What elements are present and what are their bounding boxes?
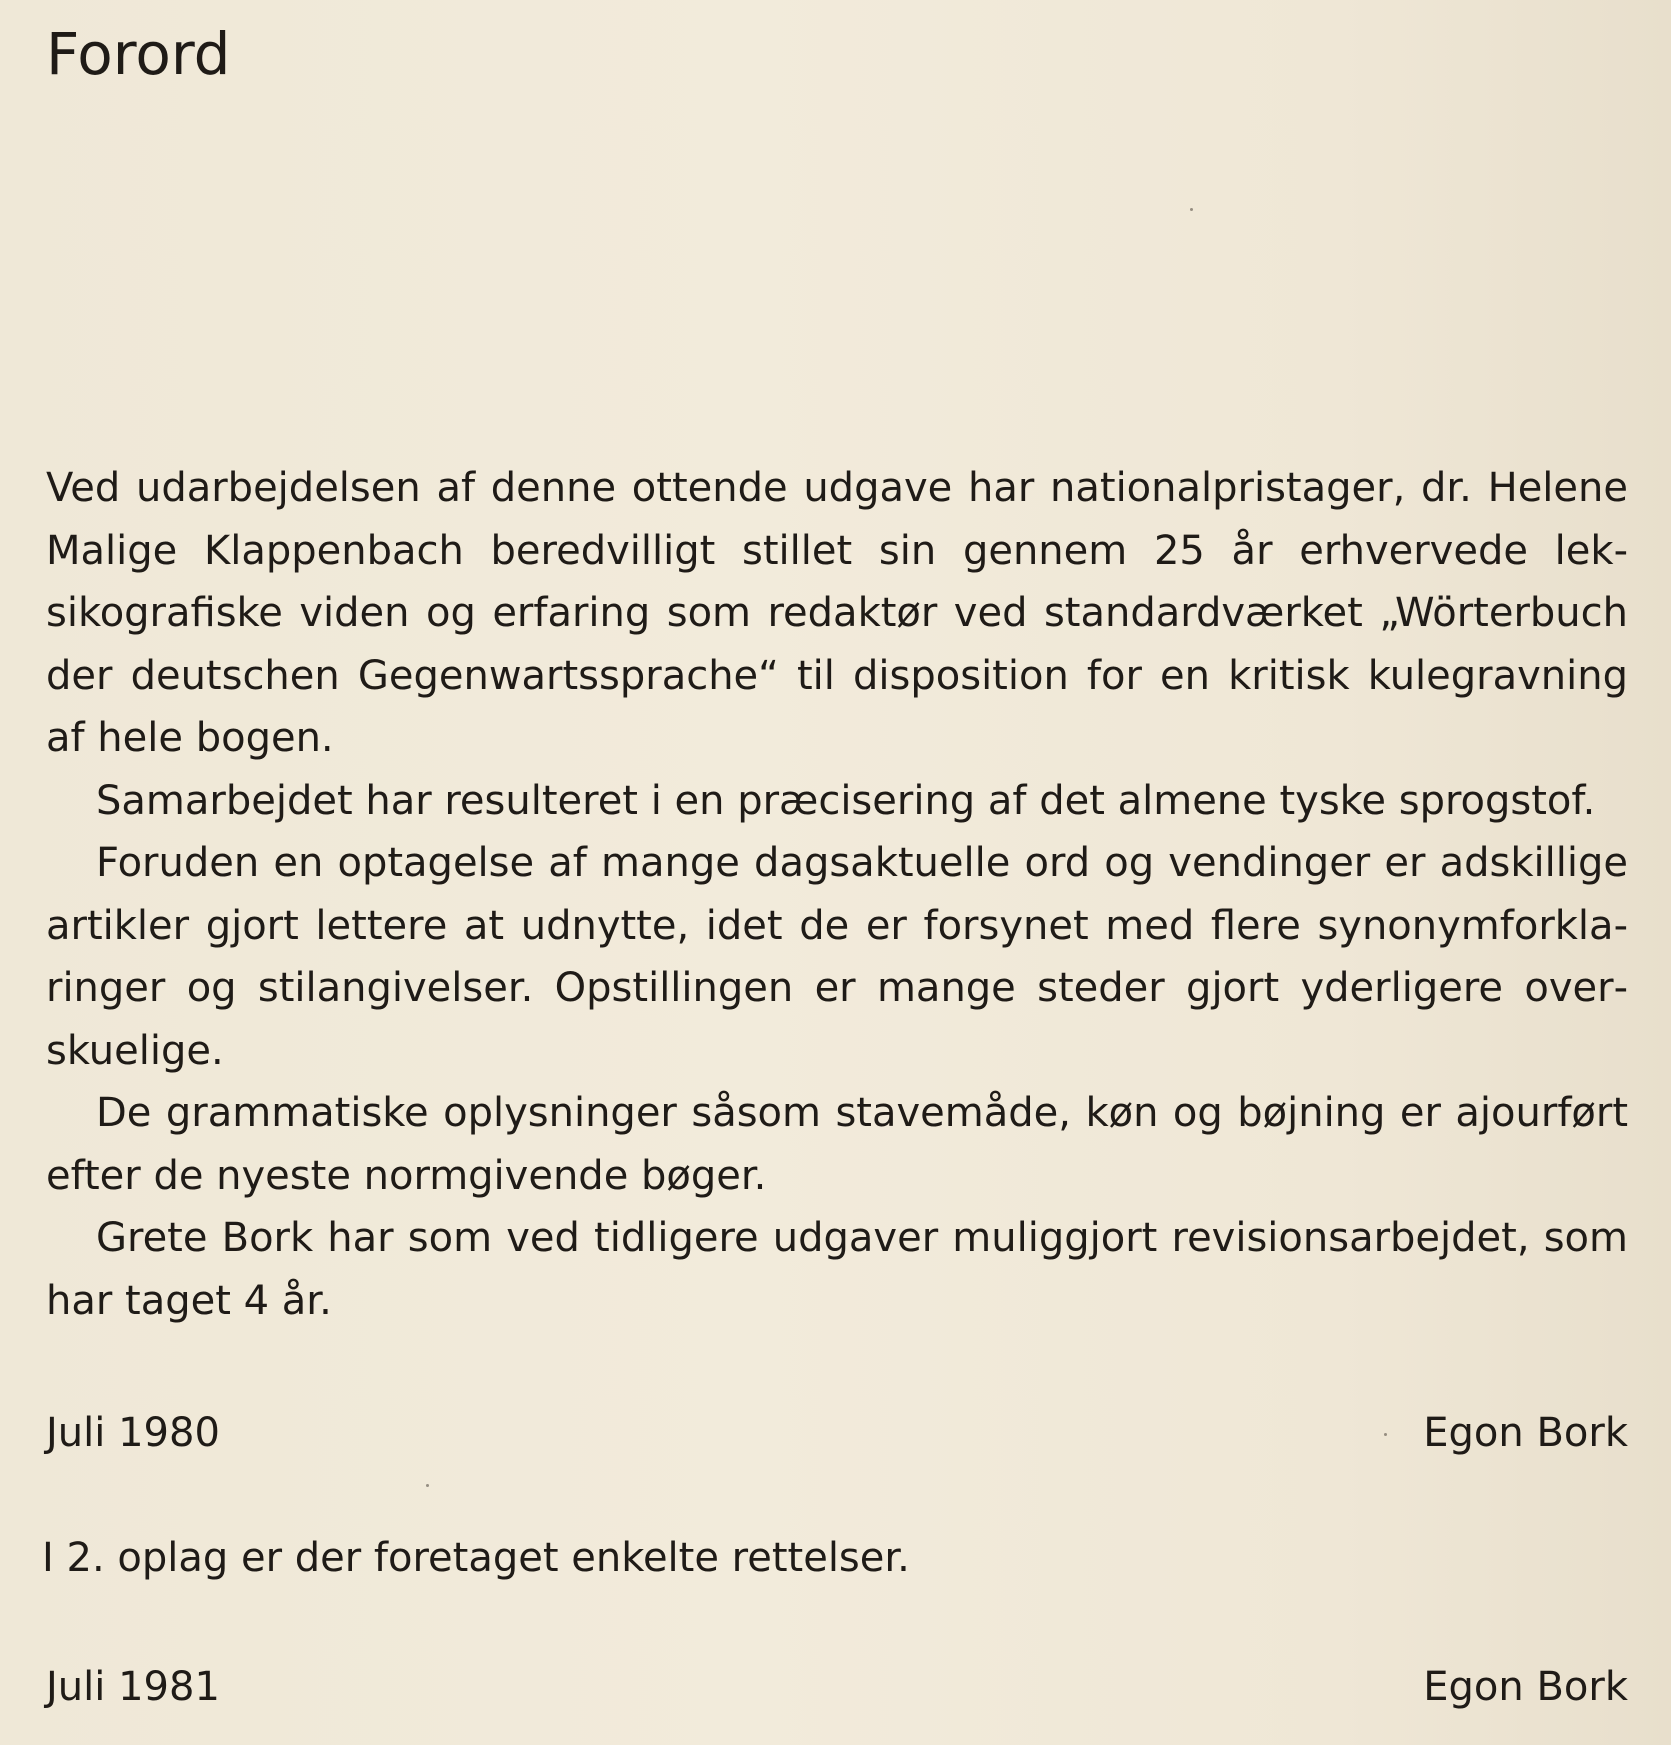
signature-author: Egon Bork: [1423, 1410, 1628, 1456]
paragraph: Ved udarbejdelsen af denne ottende udgave har nationalpristager, dr. Helene Malige Klappenbach beredvilligt stillet sin gennem 25 år erhvervede leksikografiske viden og erfaring som redaktør ved standardværket „Wörterbuch der deutschen Gegenwartssprache“ til disposition for en kritisk kulegravning af hele bogen.: [46, 465, 1628, 761]
signature-line-1980: [46, 1405, 1628, 1461]
signature-date: Juli 1981: [46, 1664, 220, 1710]
signature-line-1981: [46, 1659, 1628, 1715]
paper-speck: [1384, 1433, 1387, 1436]
preface-body: [46, 457, 1628, 1332]
paragraph: Foruden en optagelse af mange dagsaktuelle ord og vendinger er adskillige artikler gjort lettere at udnytte, idet de er forsynet med flere synonymforklaringer og stilangivelser. Opstillingen er mange steder gjort yderligere overskuelige.: [46, 840, 1628, 1074]
paper-speck: [426, 1484, 429, 1487]
paper-speck: [1190, 208, 1193, 211]
signature-author: Egon Bork: [1423, 1664, 1628, 1710]
paragraph: De grammatiske oplysninger såsom stavemåde, køn og bøjning er ajourført efter de nyeste normgivende bøger.: [46, 1090, 1628, 1199]
paragraph: Grete Bork har som ved tidligere udgaver muliggjort revisionsarbejdet, som har taget 4 år.: [46, 1215, 1628, 1324]
second-printing-note: I 2. oplag er der foretaget enkelte rettelser.: [42, 1535, 910, 1581]
paragraph: Samarbejdet har resulteret i en præcisering af det almene tyske sprogstof.: [96, 777, 1596, 824]
page-title: Forord: [46, 20, 231, 88]
signature-date: Juli 1980: [46, 1410, 220, 1456]
